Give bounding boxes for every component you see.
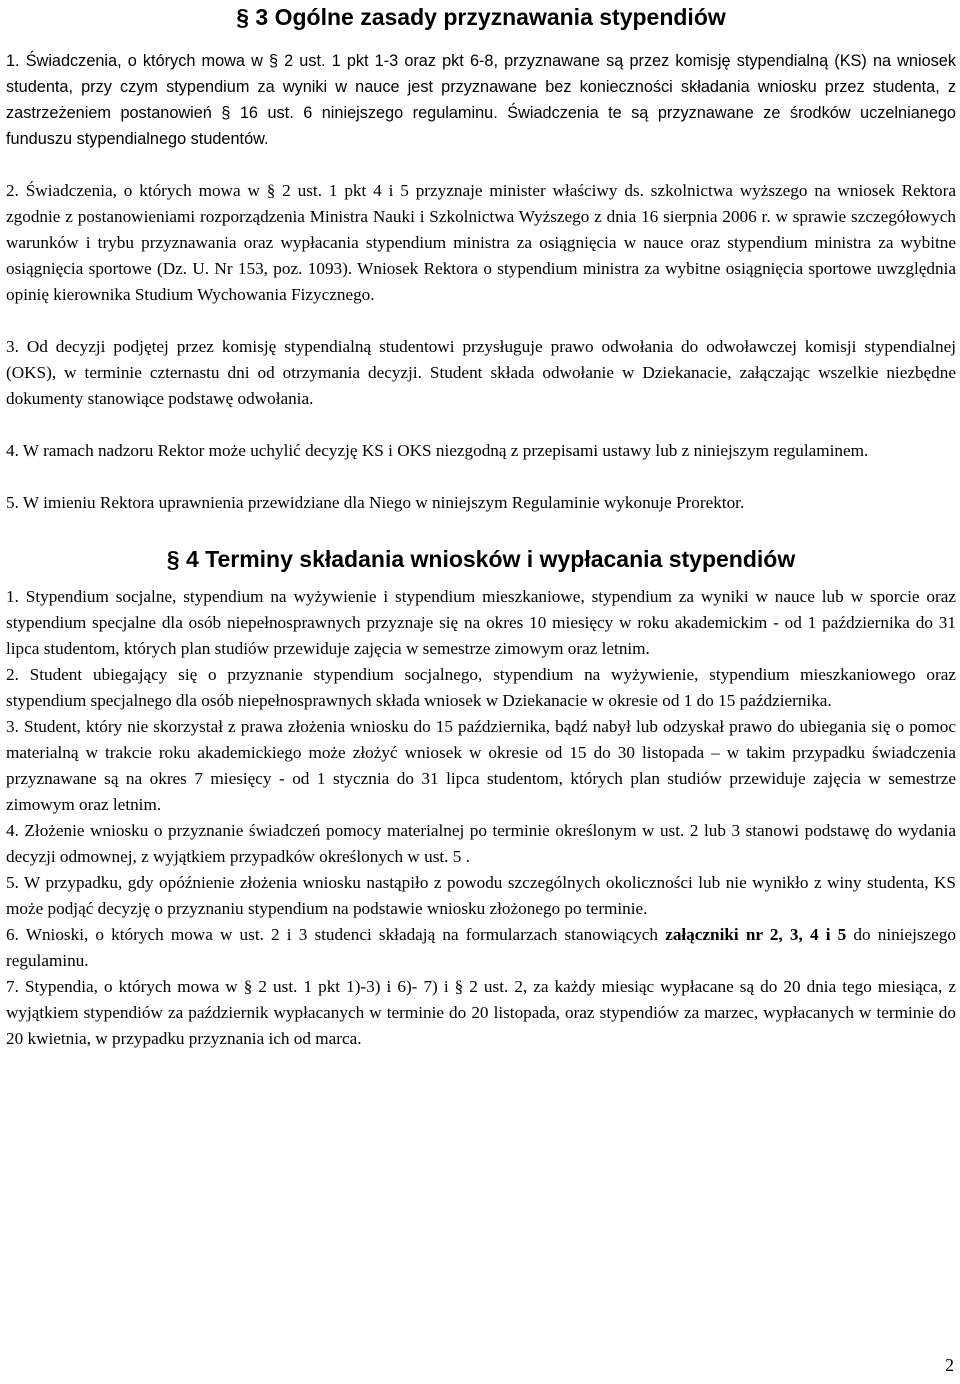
document-page [6,0,956,1052]
section-4 [6,544,956,1052]
section-4-paragraph-3: 3. Student, który nie skorzystał z prawa złożenia wniosku do 15 października, bądź nabył lub odzyskał prawo do ubiegania się o pomoc materialną w trakcie roku akademickiego może złożyć wniosek w okresie od 15 do 30 listopada – w takim przypadku świadczenia przyznawane są na okres 7 miesięcy - od 1 stycznia do 31 lipca studentom, których plan studiów przewiduje zajęcia w semestrze zimowym oraz letnim. [6,717,956,814]
attachments-reference: załączniki nr 2, 3, 4 i 5 [665,925,847,944]
section-3-paragraph-1: 1. Świadczenia, o których mowa w § 2 ust. 1 pkt 1-3 oraz pkt 6-8, przyznawane są przez komisję stypendialną (KS) na wniosek studenta, przy czym stypendium za wyniki w nauce jest przyznawane bez konieczności składania wniosku przez studenta, z zastrzeżeniem postanowień § 16 ust. 6 niniejszego regulaminu. Świadczenia te są przyznawane ze środków uczelnianego funduszu stypendialnego studentów. [6,52,956,148]
section-3-heading: § 3 Ogólne zasady przyznawania stypendiów [236,4,726,30]
section-4-paragraph-6 [6,922,956,974]
section-4-paragraph-6-text-end: do niniejszego regulaminu. [6,925,956,970]
section-4-paragraph-6-text-start: 6. Wnioski, o których mowa w ust. 2 i 3 studenci składają na formularzach stanowiących [6,925,666,944]
section-3-paragraph-3: 3. Od decyzji podjętej przez komisję stypendialną studentowi przysługuje prawo odwołania do odwoławczej komisji stypendialnej (OKS), w terminie czternastu dni od otrzymania decyzji. Student składa odwołanie w Dziekanacie, załączając wszelkie niezbędne dokumenty stanowiące podstawę odwołania. [6,337,956,408]
section-4-paragraph-7: 7. Stypendia, o których mowa w § 2 ust. 1 pkt 1)-3) i 6)- 7) i § 2 ust. 2, za każdy miesiąc wypłacane są do 20 dnia tego miesiąca, z wyjątkiem stypendiów za październik wypłacanych w terminie do 20 listopada, oraz stypendiów za marzec, wypłacanych w terminie do 20 kwietnia, w przypadku przyznania ich od marca. [6,977,956,1048]
section-3 [6,0,956,516]
section-4-heading: § 4 Terminy składania wniosków i wypłacania stypendiów [166,546,796,572]
section-4-paragraph-1: 1. Stypendium socjalne, stypendium na wyżywienie i stypendium mieszkaniowe, stypendium za wyniki w nauce lub w sporcie oraz stypendium specjalne dla osób niepełnosprawnych przyznaje się na okres 10 miesięcy w roku akademickim - od 1 października do 31 lipca studentom, których plan studiów przewiduje zajęcia w semestrze zimowym oraz letnim. [6,587,956,658]
section-3-paragraph-2: 2. Świadczenia, o których mowa w § 2 ust. 1 pkt 4 i 5 przyznaje minister właściwy ds. szkolnictwa wyższego na wniosek Rektora zgodnie z postanowieniami rozporządzenia Ministra Nauki i Szkolnictwa Wyższego z dnia 16 sierpnia 2006 r. w sprawie szczegółowych warunków i trybu przyznawania oraz wypłacania stypendium ministra za osiągnięcia w nauce oraz stypendium ministra za wybitne osiągnięcia sportowe (Dz. U. Nr 153, poz. 1093). Wniosek Rektora o stypendium ministra za wybitne osiągnięcia sportowe uwzględnia opinię kierownika Studium Wychowania Fizycznego. [6,181,956,304]
section-4-paragraph-2: 2. Student ubiegający się o przyznanie stypendium socjalnego, stypendium na wyżywienie, stypendium mieszkaniowego oraz stypendium specjalnego dla osób niepełnosprawnych składa wniosek w Dziekanacie w okresie od 1 do 15 października. [6,665,956,710]
section-4-paragraph-5: 5. W przypadku, gdy opóźnienie złożenia wniosku nastąpiło z powodu szczególnych okoliczności lub nie wynikło z winy studenta, KS może podjąć decyzję o przyznaniu stypendium na podstawie wniosku złożonego po terminie. [6,873,956,918]
section-3-paragraph-5: 5. W imieniu Rektora uprawnienia przewidziane dla Niego w niniejszym Regulaminie wykonuje Prorektor. [6,493,745,512]
section-4-paragraph-4: 4. Złożenie wniosku o przyznanie świadczeń pomocy materialnej po terminie określonym w ust. 2 lub 3 stanowi podstawę do wydania decyzji odmownej, z wyjątkiem przypadków określonych w ust. 5 . [6,821,956,866]
section-3-paragraph-4: 4. W ramach nadzoru Rektor może uchylić decyzję KS i OKS niezgodną z przepisami ustawy lub z niniejszym regulaminem. [6,441,869,460]
page-number: 2 [945,1355,954,1375]
